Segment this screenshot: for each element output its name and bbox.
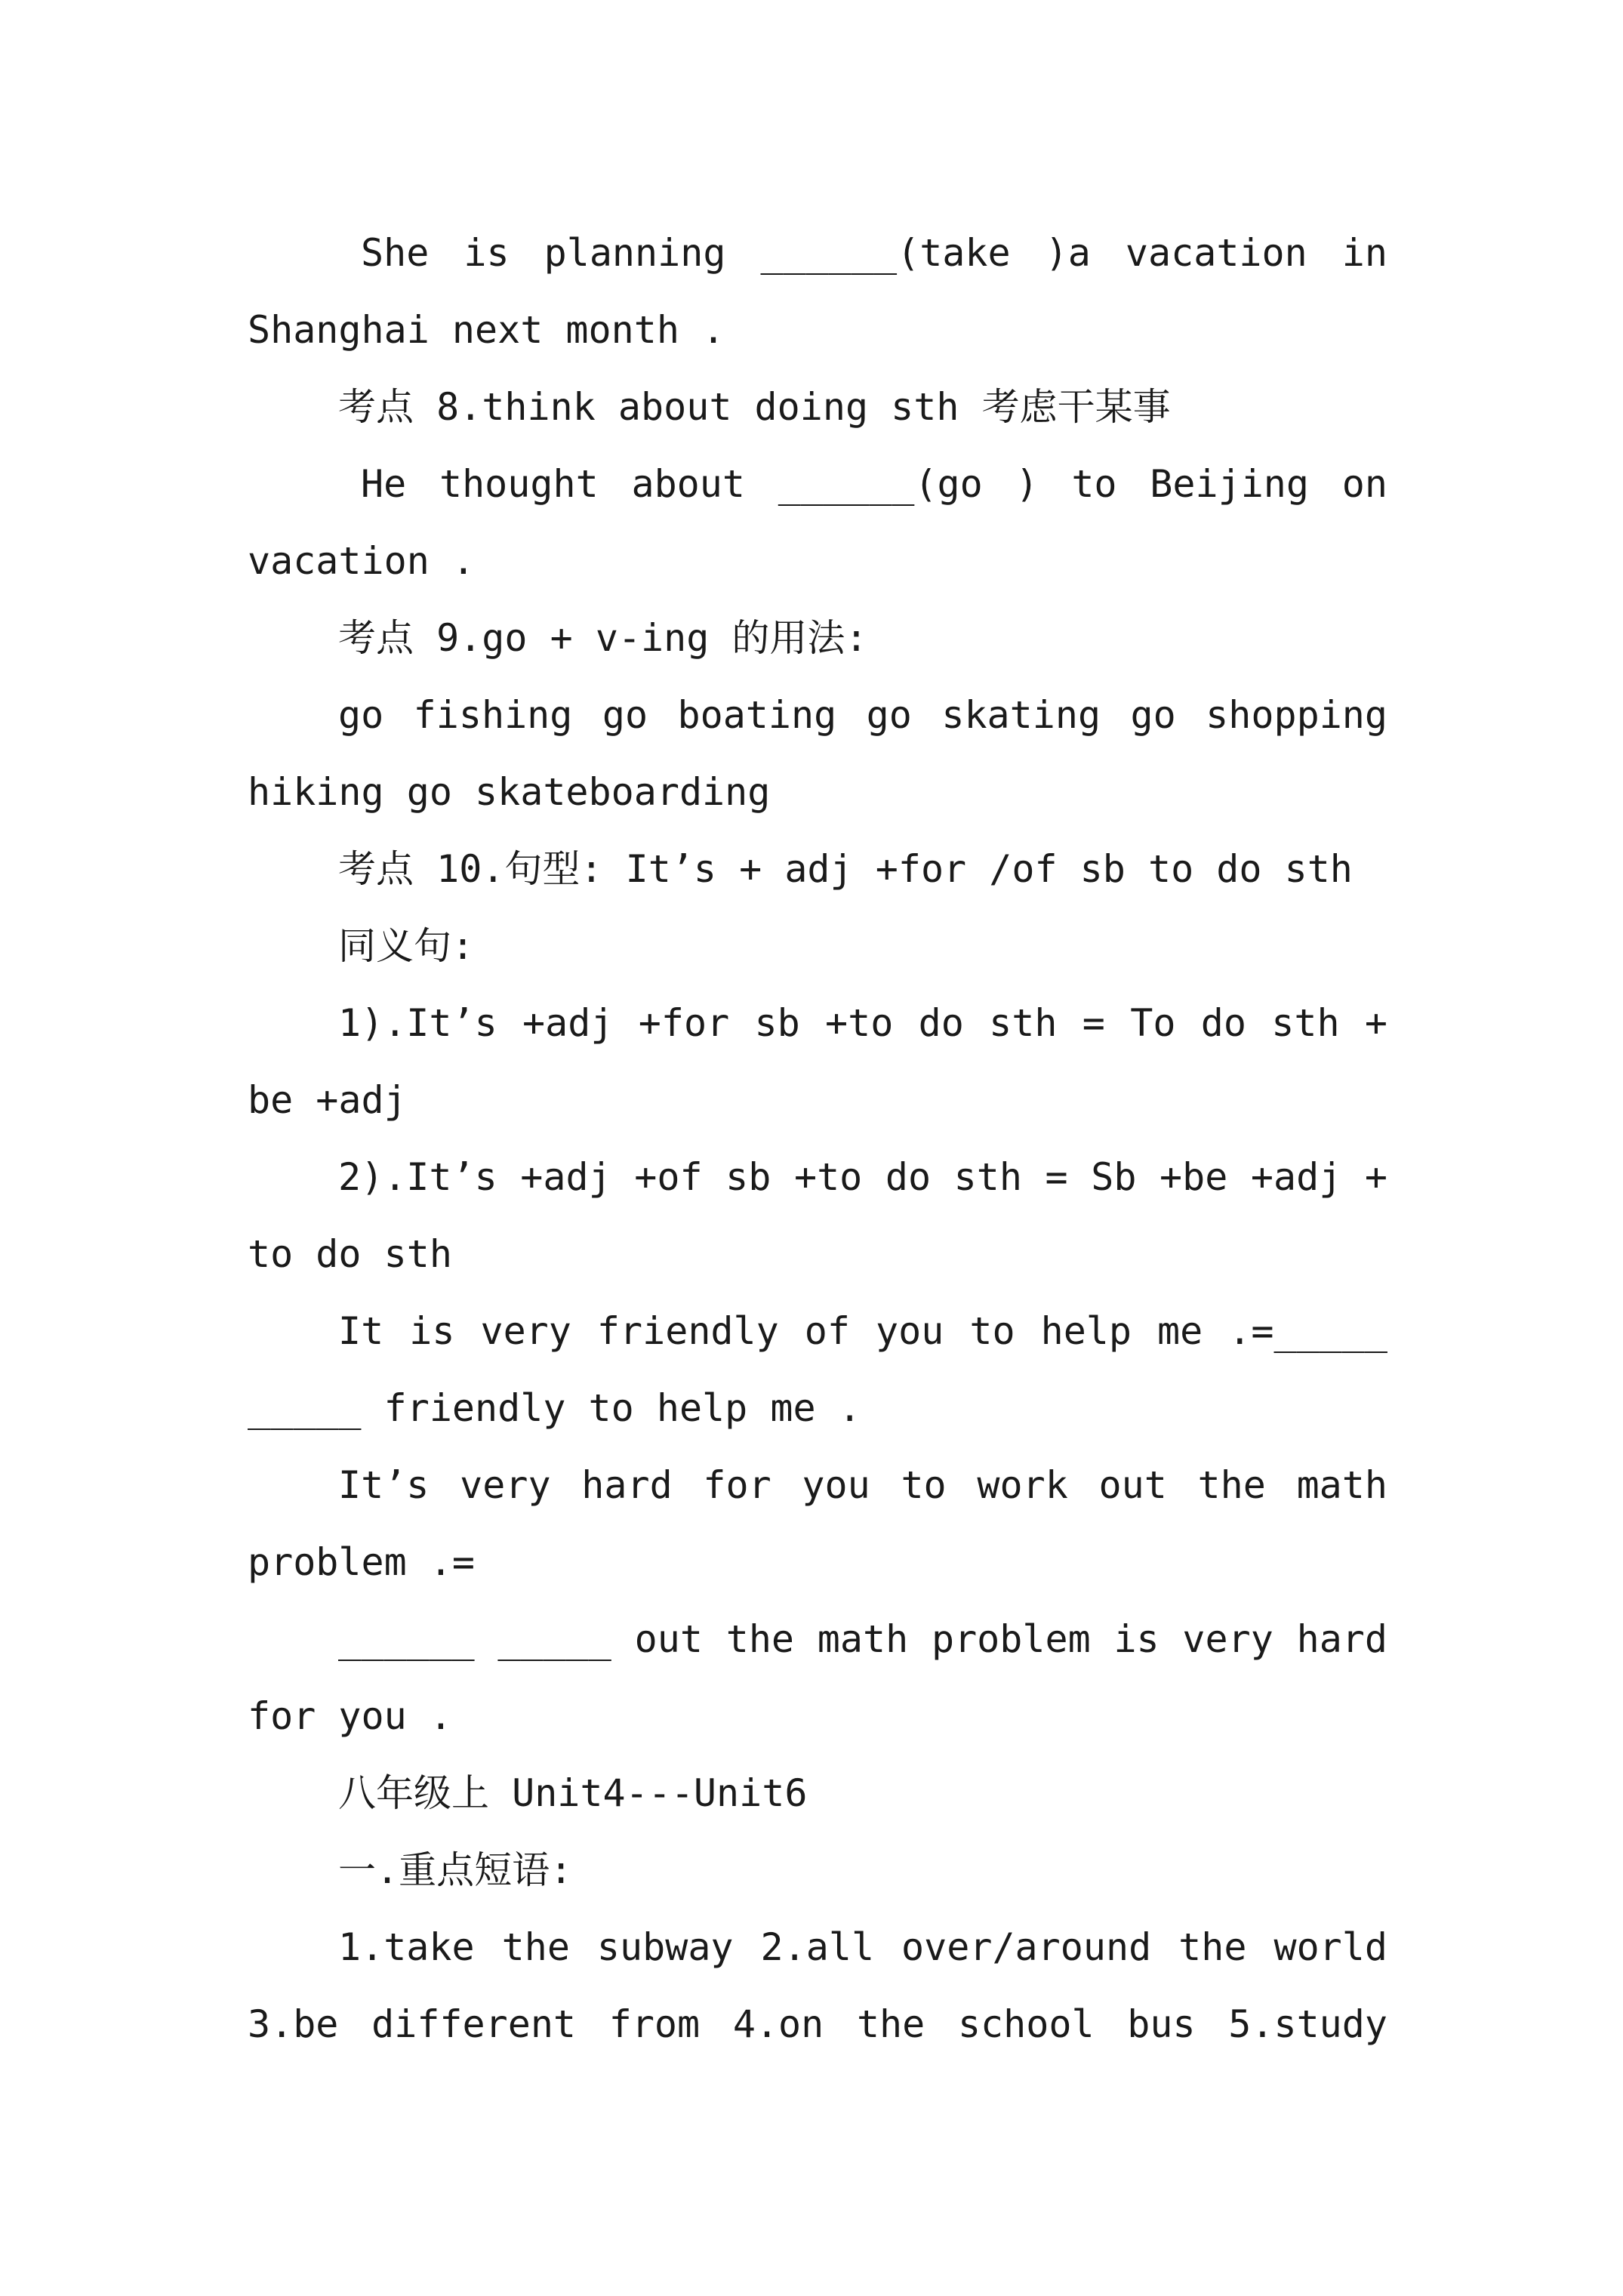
text-line: be +adj xyxy=(248,1078,407,1122)
section-heading: 考点 9.go + v-ing 的用法: xyxy=(338,616,868,660)
text-line: vacation . xyxy=(248,539,476,583)
text-line: problem .= xyxy=(248,1540,476,1584)
text-line: 1.take the subway 2.all over/around the world xyxy=(338,1925,1387,1969)
text-line: _____ friendly to help me . xyxy=(248,1386,861,1430)
section-heading: 考点 8.think about doing sth 考虑干某事 xyxy=(338,385,1171,429)
section-heading: 八年级上 Unit4---Unit6 xyxy=(338,1771,808,1815)
document-page xyxy=(248,214,1387,2063)
text-line: 同义句: xyxy=(338,924,475,968)
text-line: It’s very hard for you to work out the math xyxy=(338,1463,1387,1507)
text-line: Shanghai next month . xyxy=(248,308,725,352)
text-line: to do sth xyxy=(248,1232,452,1276)
text-line: He thought about ______(go ) to Beijing on xyxy=(361,462,1387,506)
text-line: hiking go skateboarding xyxy=(248,770,771,814)
text-line: ______ _____ out the math problem is very hard xyxy=(338,1617,1387,1661)
text-line: 2).It’s +adj +of sb +to do sth = Sb +be +adj + xyxy=(338,1155,1387,1199)
text-line: It is very friendly of you to help me .=_____ xyxy=(338,1309,1387,1353)
section-heading: 一.重点短语: xyxy=(338,1848,573,1892)
text-line: go fishing go boating go skating go shopping xyxy=(338,693,1387,737)
text-line: 3.be different from 4.on the school bus 5.study xyxy=(248,2002,1387,2046)
text-line: She is planning ______(take )a vacation in xyxy=(361,231,1387,275)
text-line: 1).It’s +adj +for sb +to do sth = To do sth + xyxy=(338,1001,1387,1045)
text-line: for you . xyxy=(248,1694,452,1738)
section-heading: 考点 10.句型: It’s + adj +for /of sb to do sth xyxy=(338,847,1353,891)
